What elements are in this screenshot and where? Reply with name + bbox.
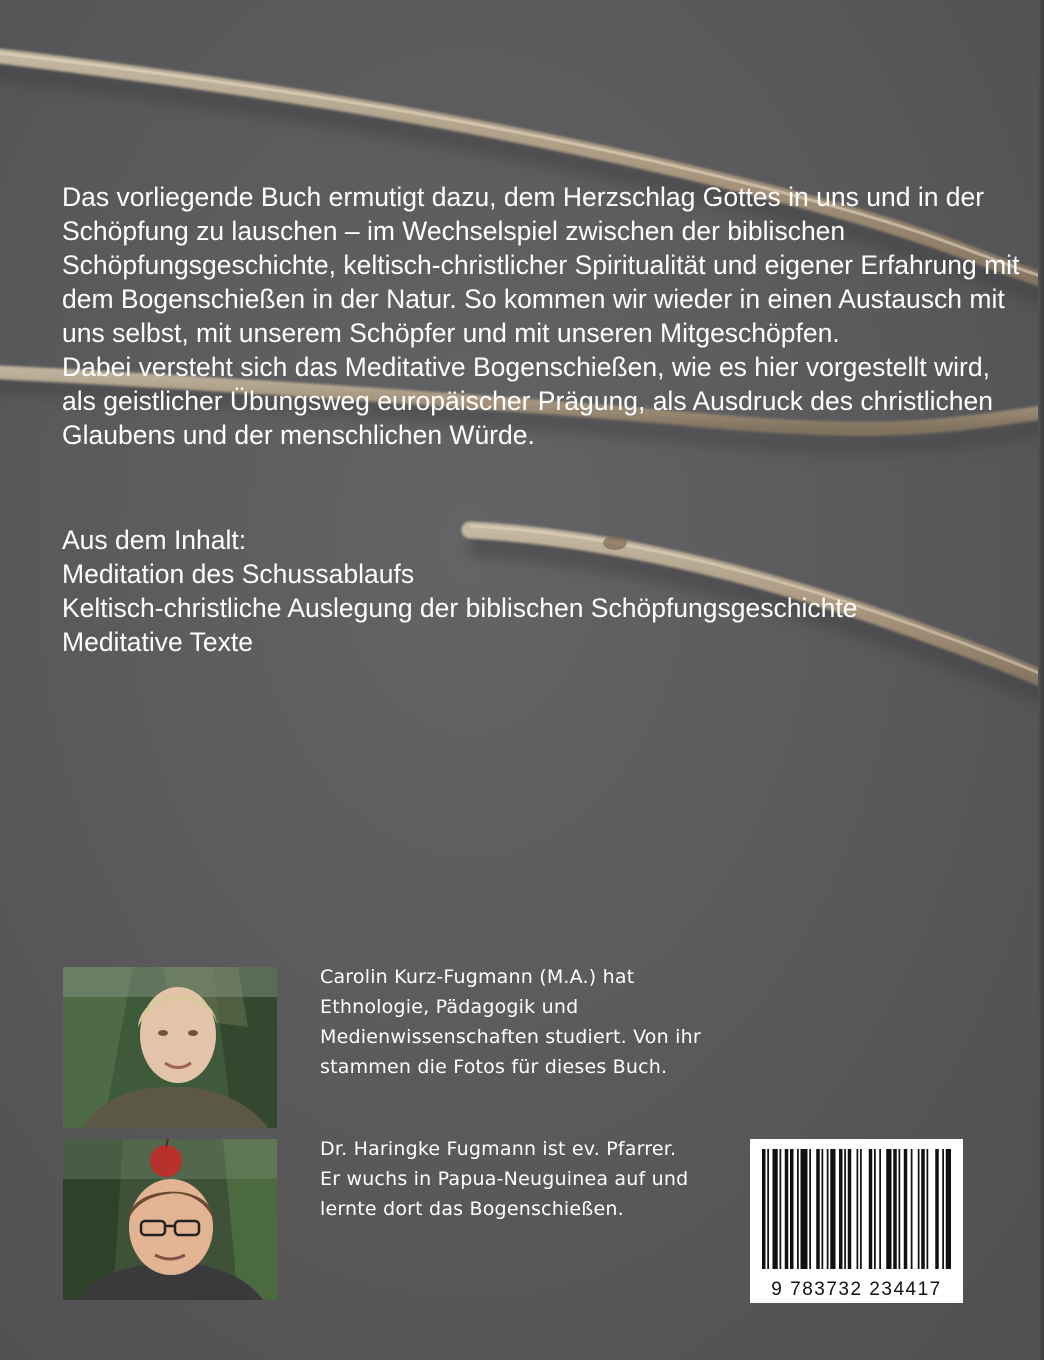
barcode-bar	[801, 1149, 808, 1269]
barcode-bar	[886, 1149, 891, 1269]
bio-line: lernte dort das Bogenschießen.	[320, 1198, 624, 1220]
bio-line: Carolin Kurz-Fugmann (M.A.) hat	[320, 966, 635, 988]
barcode-bar	[816, 1149, 820, 1269]
spine-edge	[1038, 0, 1044, 1360]
isbn-digits: 9 783732 234417	[771, 1279, 942, 1300]
barcode-bar	[797, 1149, 799, 1269]
description-paragraph-1: Das vorliegende Buch ermutigt dazu, dem Herzschlag Gottes in uns und in der Schöpfung zu lauschen – im Wechselspiel zwischen der biblischen Schöpfungsgeschichte, keltisch-christlicher Spiritualität und eigener Erfahrung mit dem Bogenschießen in der Natur. So kommen wir wieder in einen Austausch mit uns selbst, mit unserem Schöpfer und mit unseren Mitgeschöpfen.	[62, 182, 1020, 348]
author-bio-haringke	[320, 1134, 740, 1224]
barcode-bar	[911, 1149, 913, 1269]
author-bio-carolin	[320, 962, 740, 1082]
barcode-bar	[893, 1149, 897, 1269]
author-photo-carolin	[63, 967, 277, 1128]
bio-line: stammen die Fotos für dieses Buch.	[320, 1056, 668, 1078]
barcode-bar	[822, 1149, 824, 1269]
barcode-bar	[904, 1149, 908, 1269]
bio-line: Medienwissenschaften studiert. Von ihr	[320, 1026, 701, 1048]
barcode-bar	[879, 1149, 881, 1269]
barcode-bar	[869, 1149, 873, 1269]
barcode-bar	[790, 1149, 794, 1269]
apple	[150, 1145, 182, 1177]
barcode-bar	[860, 1149, 862, 1269]
barcode-bar	[899, 1149, 901, 1269]
barcode-bar	[918, 1149, 920, 1269]
barcode-bar	[780, 1149, 782, 1269]
barcode-bar	[935, 1149, 939, 1269]
barcode-bar	[927, 1149, 929, 1269]
barcode-bar	[921, 1149, 925, 1269]
bio-line: Dr. Haringke Fugmann ist ev. Pfarrer.	[320, 1138, 677, 1160]
contents-list	[62, 523, 1022, 659]
barcode-bar	[773, 1149, 778, 1269]
barcode-bar	[809, 1149, 811, 1269]
barcode-bar	[785, 1149, 789, 1269]
barcode-bar	[827, 1149, 829, 1269]
barcode-bar	[767, 1149, 769, 1269]
author-photo-haringke	[63, 1139, 277, 1300]
contents-item: Keltisch-christliche Auslegung der biblischen Schöpfungsgeschichte	[62, 593, 858, 623]
bio-line: Ethnologie, Pädagogik und	[320, 996, 579, 1018]
contents-heading: Aus dem Inhalt:	[62, 525, 247, 555]
barcode-bar	[857, 1149, 859, 1269]
bio-line: Er wuchs in Papua-Neuguinea auf und	[320, 1168, 689, 1190]
barcode-bar	[830, 1149, 835, 1269]
barcode-bar	[848, 1149, 852, 1269]
barcode-bar	[839, 1149, 843, 1269]
barcode-bar	[844, 1149, 846, 1269]
isbn-barcode	[750, 1139, 963, 1303]
barcode-bar	[874, 1149, 876, 1269]
description-paragraph-2: Dabei versteht sich das Meditative Bogenschießen, wie es hier vorgestellt wird, als geistlicher Übungsweg europäischer Prägung, als Ausdruck des christlichen Glaubens und der menschlichen Würde.	[62, 352, 993, 450]
contents-item: Meditation des Schussablaufs	[62, 559, 415, 589]
book-description	[62, 180, 1022, 452]
barcode-bar	[942, 1149, 944, 1269]
contents-item: Meditative Texte	[62, 627, 253, 657]
barcode-bar	[762, 1149, 766, 1269]
barcode-bar	[946, 1149, 951, 1269]
